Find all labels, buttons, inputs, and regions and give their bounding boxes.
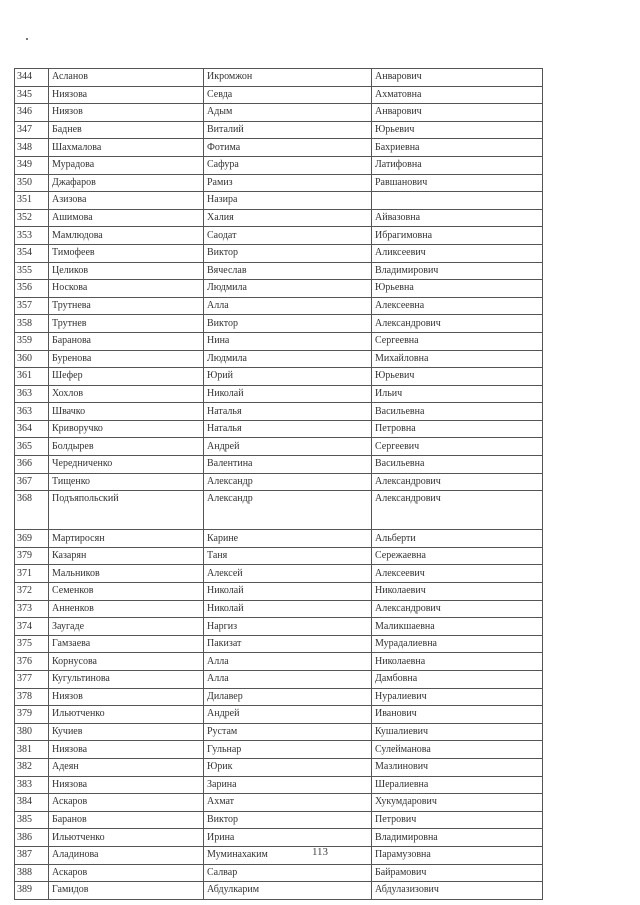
table-row [15, 618, 543, 636]
patronymic-cell: Бахриевна [372, 139, 543, 157]
row-number-cell: 372 [15, 583, 49, 601]
surname-cell: Криворучко [49, 420, 204, 438]
table-row [15, 864, 543, 882]
patronymic-cell: Кушалиевич [372, 723, 543, 741]
patronymic-cell: Айвазовна [372, 209, 543, 227]
table-row [15, 156, 543, 174]
patronymic-cell: Владимировна [372, 829, 543, 847]
first-name-cell: Виталий [204, 121, 372, 139]
table-row [15, 706, 543, 724]
patronymic-cell: Александрович [372, 491, 543, 530]
surname-cell: Ниязова [49, 741, 204, 759]
table-row [15, 385, 543, 403]
row-number-cell: 371 [15, 565, 49, 583]
first-name-cell: Сафура [204, 156, 372, 174]
first-name-cell: Алла [204, 671, 372, 689]
table-row [15, 456, 543, 474]
roster-table [14, 68, 543, 900]
surname-cell: Аладинова [49, 846, 204, 864]
surname-cell: Ильютченко [49, 829, 204, 847]
row-number-cell: 351 [15, 192, 49, 210]
table-row [15, 491, 543, 530]
first-name-cell: Наталья [204, 403, 372, 421]
patronymic-cell: Дамбовна [372, 671, 543, 689]
surname-cell: Баднев [49, 121, 204, 139]
patronymic-cell: Анварович [372, 104, 543, 122]
first-name-cell: Юрик [204, 758, 372, 776]
table-row [15, 635, 543, 653]
surname-cell: Носкова [49, 280, 204, 298]
table-row [15, 758, 543, 776]
first-name-cell: Севда [204, 86, 372, 104]
patronymic-cell: Ахматовна [372, 86, 543, 104]
row-number-cell: 358 [15, 315, 49, 333]
surname-cell: Чередниченко [49, 456, 204, 474]
first-name-cell: Рамиз [204, 174, 372, 192]
patronymic-cell: Анварович [372, 69, 543, 87]
row-number-cell: 387 [15, 846, 49, 864]
patronymic-cell: Александрович [372, 315, 543, 333]
surname-cell: Заугаде [49, 618, 204, 636]
row-number-cell: 368 [15, 491, 49, 530]
patronymic-cell: Шералиевна [372, 776, 543, 794]
patronymic-cell: Юрьевич [372, 121, 543, 139]
row-number-cell: 363 [15, 403, 49, 421]
first-name-cell: Виктор [204, 811, 372, 829]
table-row [15, 530, 543, 548]
table-row [15, 262, 543, 280]
first-name-cell: Николай [204, 600, 372, 618]
first-name-cell: Наталья [204, 420, 372, 438]
row-number-cell: 369 [15, 530, 49, 548]
row-number-cell: 348 [15, 139, 49, 157]
surname-cell: Аскаров [49, 794, 204, 812]
row-number-cell: 373 [15, 600, 49, 618]
table-row [15, 332, 543, 350]
surname-cell: Мальников [49, 565, 204, 583]
surname-cell: Кучиев [49, 723, 204, 741]
table-row [15, 69, 543, 87]
patronymic-cell: Петрович [372, 811, 543, 829]
row-number-cell: 346 [15, 104, 49, 122]
first-name-cell: Валентина [204, 456, 372, 474]
row-number-cell: 377 [15, 671, 49, 689]
first-name-cell: Юрий [204, 368, 372, 386]
surname-cell: Тищенко [49, 473, 204, 491]
first-name-cell: Алла [204, 297, 372, 315]
row-number-cell: 385 [15, 811, 49, 829]
first-name-cell: Икромжон [204, 69, 372, 87]
table-row [15, 794, 543, 812]
first-name-cell: Карине [204, 530, 372, 548]
patronymic-cell: Латифовна [372, 156, 543, 174]
patronymic-cell: Юрьевна [372, 280, 543, 298]
row-number-cell: 361 [15, 368, 49, 386]
table-row [15, 723, 543, 741]
scan-speck [26, 38, 28, 40]
first-name-cell: Нина [204, 332, 372, 350]
patronymic-cell: Сергеевич [372, 438, 543, 456]
table-row [15, 368, 543, 386]
surname-cell: Ниязов [49, 104, 204, 122]
table-row [15, 671, 543, 689]
first-name-cell: Виктор [204, 315, 372, 333]
table-row [15, 315, 543, 333]
table-row [15, 565, 543, 583]
surname-cell: Ашимова [49, 209, 204, 227]
patronymic-cell: Петровна [372, 420, 543, 438]
first-name-cell: Фотима [204, 139, 372, 157]
table-row [15, 209, 543, 227]
row-number-cell: 379 [15, 547, 49, 565]
first-name-cell: Назира [204, 192, 372, 210]
table-row [15, 86, 543, 104]
first-name-cell: Зарина [204, 776, 372, 794]
row-number-cell: 359 [15, 332, 49, 350]
table-row [15, 104, 543, 122]
row-number-cell: 381 [15, 741, 49, 759]
table-row [15, 547, 543, 565]
patronymic-cell: Алексеевич [372, 565, 543, 583]
row-number-cell: 376 [15, 653, 49, 671]
table-row [15, 227, 543, 245]
surname-cell: Корнусова [49, 653, 204, 671]
table-row [15, 297, 543, 315]
patronymic-cell: Ибрагимовна [372, 227, 543, 245]
patronymic-cell: Байрамович [372, 864, 543, 882]
first-name-cell: Вячеслав [204, 262, 372, 280]
surname-cell: Швачко [49, 403, 204, 421]
patronymic-cell: Владимирович [372, 262, 543, 280]
first-name-cell: Муминахаким [204, 846, 372, 864]
patronymic-cell: Мазлинович [372, 758, 543, 776]
patronymic-cell: Александрович [372, 473, 543, 491]
first-name-cell: Людмила [204, 280, 372, 298]
surname-cell: Баранов [49, 811, 204, 829]
table-row [15, 583, 543, 601]
surname-cell: Асланов [49, 69, 204, 87]
surname-cell: Азизова [49, 192, 204, 210]
first-name-cell: Пакизат [204, 635, 372, 653]
surname-cell: Шахмалова [49, 139, 204, 157]
table-row [15, 776, 543, 794]
patronymic-cell: Парамузовна [372, 846, 543, 864]
row-number-cell: 367 [15, 473, 49, 491]
row-number-cell: 349 [15, 156, 49, 174]
table-row [15, 600, 543, 618]
surname-cell: Болдырев [49, 438, 204, 456]
first-name-cell: Ахмат [204, 794, 372, 812]
surname-cell: Трутнев [49, 315, 204, 333]
page-number: 113 [311, 846, 329, 858]
patronymic-cell: Сережаевна [372, 547, 543, 565]
patronymic-cell: Николаевна [372, 653, 543, 671]
first-name-cell: Рустам [204, 723, 372, 741]
table-row [15, 280, 543, 298]
table-row [15, 811, 543, 829]
row-number-cell: 366 [15, 456, 49, 474]
row-number-cell: 352 [15, 209, 49, 227]
patronymic-cell: Нуралиевич [372, 688, 543, 706]
row-number-cell: 344 [15, 69, 49, 87]
table-row [15, 688, 543, 706]
row-number-cell: 355 [15, 262, 49, 280]
row-number-cell: 360 [15, 350, 49, 368]
patronymic-cell: Николаевич [372, 583, 543, 601]
row-number-cell: 350 [15, 174, 49, 192]
row-number-cell: 354 [15, 244, 49, 262]
first-name-cell: Абдулкарим [204, 882, 372, 900]
patronymic-cell: Аликсеевич [372, 244, 543, 262]
table-row [15, 121, 543, 139]
surname-cell: Тимофеев [49, 244, 204, 262]
first-name-cell: Саодат [204, 227, 372, 245]
first-name-cell: Таня [204, 547, 372, 565]
surname-cell: Джафаров [49, 174, 204, 192]
row-number-cell: 357 [15, 297, 49, 315]
row-number-cell: 356 [15, 280, 49, 298]
table-row [15, 174, 543, 192]
surname-cell: Целиков [49, 262, 204, 280]
patronymic-cell: Абдулазизович [372, 882, 543, 900]
surname-cell: Гамзаева [49, 635, 204, 653]
surname-cell: Подъяпольский [49, 491, 204, 530]
patronymic-cell: Хукумдарович [372, 794, 543, 812]
table-row [15, 438, 543, 456]
patronymic-cell: Ильич [372, 385, 543, 403]
patronymic-cell: Васильевна [372, 403, 543, 421]
table-row [15, 653, 543, 671]
surname-cell: Анненков [49, 600, 204, 618]
row-number-cell: 386 [15, 829, 49, 847]
table-row [15, 192, 543, 210]
row-number-cell: 389 [15, 882, 49, 900]
table-row [15, 350, 543, 368]
first-name-cell: Андрей [204, 706, 372, 724]
row-number-cell: 345 [15, 86, 49, 104]
surname-cell: Хохлов [49, 385, 204, 403]
first-name-cell: Адым [204, 104, 372, 122]
surname-cell: Аскаров [49, 864, 204, 882]
surname-cell: Трутнева [49, 297, 204, 315]
table-row [15, 882, 543, 900]
surname-cell: Семенков [49, 583, 204, 601]
first-name-cell: Салвар [204, 864, 372, 882]
surname-cell: Ниязова [49, 776, 204, 794]
patronymic-cell: Мурадалиевна [372, 635, 543, 653]
patronymic-cell: Васильевна [372, 456, 543, 474]
patronymic-cell: Равшанович [372, 174, 543, 192]
first-name-cell: Ирина [204, 829, 372, 847]
row-number-cell: 384 [15, 794, 49, 812]
row-number-cell: 380 [15, 723, 49, 741]
first-name-cell: Гульнар [204, 741, 372, 759]
first-name-cell: Андрей [204, 438, 372, 456]
table-row [15, 420, 543, 438]
patronymic-cell: Сулейманова [372, 741, 543, 759]
first-name-cell: Александр [204, 473, 372, 491]
row-number-cell: 375 [15, 635, 49, 653]
row-number-cell: 382 [15, 758, 49, 776]
row-number-cell: 374 [15, 618, 49, 636]
table-row [15, 403, 543, 421]
row-number-cell: 378 [15, 688, 49, 706]
row-number-cell: 365 [15, 438, 49, 456]
row-number-cell: 347 [15, 121, 49, 139]
first-name-cell: Халия [204, 209, 372, 227]
row-number-cell: 383 [15, 776, 49, 794]
surname-cell: Баранова [49, 332, 204, 350]
surname-cell: Мамлюдова [49, 227, 204, 245]
patronymic-cell: Михайловна [372, 350, 543, 368]
row-number-cell: 388 [15, 864, 49, 882]
surname-cell: Казарян [49, 547, 204, 565]
first-name-cell: Николай [204, 583, 372, 601]
first-name-cell: Александр [204, 491, 372, 530]
surname-cell: Адеян [49, 758, 204, 776]
surname-cell: Гамидов [49, 882, 204, 900]
patronymic-cell: Иванович [372, 706, 543, 724]
first-name-cell: Алла [204, 653, 372, 671]
table-row [15, 829, 543, 847]
surname-cell: Ильютченко [49, 706, 204, 724]
first-name-cell: Наргиз [204, 618, 372, 636]
surname-cell: Ниязова [49, 86, 204, 104]
patronymic-cell: Алексеевна [372, 297, 543, 315]
surname-cell: Шефер [49, 368, 204, 386]
first-name-cell: Виктор [204, 244, 372, 262]
patronymic-cell [372, 192, 543, 210]
row-number-cell: 364 [15, 420, 49, 438]
surname-cell: Кугультинова [49, 671, 204, 689]
roster-table-body [15, 69, 543, 900]
surname-cell: Мурадова [49, 156, 204, 174]
first-name-cell: Людмила [204, 350, 372, 368]
row-number-cell: 353 [15, 227, 49, 245]
patronymic-cell: Александрович [372, 600, 543, 618]
table-row [15, 244, 543, 262]
first-name-cell: Алексей [204, 565, 372, 583]
table-row [15, 741, 543, 759]
surname-cell: Мартиросян [49, 530, 204, 548]
table-row [15, 473, 543, 491]
first-name-cell: Николай [204, 385, 372, 403]
row-number-cell: 363 [15, 385, 49, 403]
first-name-cell: Дилавер [204, 688, 372, 706]
table-row [15, 139, 543, 157]
patronymic-cell: Маликшаевна [372, 618, 543, 636]
surname-cell: Ниязов [49, 688, 204, 706]
patronymic-cell: Сергеевна [372, 332, 543, 350]
patronymic-cell: Альберти [372, 530, 543, 548]
row-number-cell: 379 [15, 706, 49, 724]
patronymic-cell: Юрьевич [372, 368, 543, 386]
surname-cell: Буренова [49, 350, 204, 368]
